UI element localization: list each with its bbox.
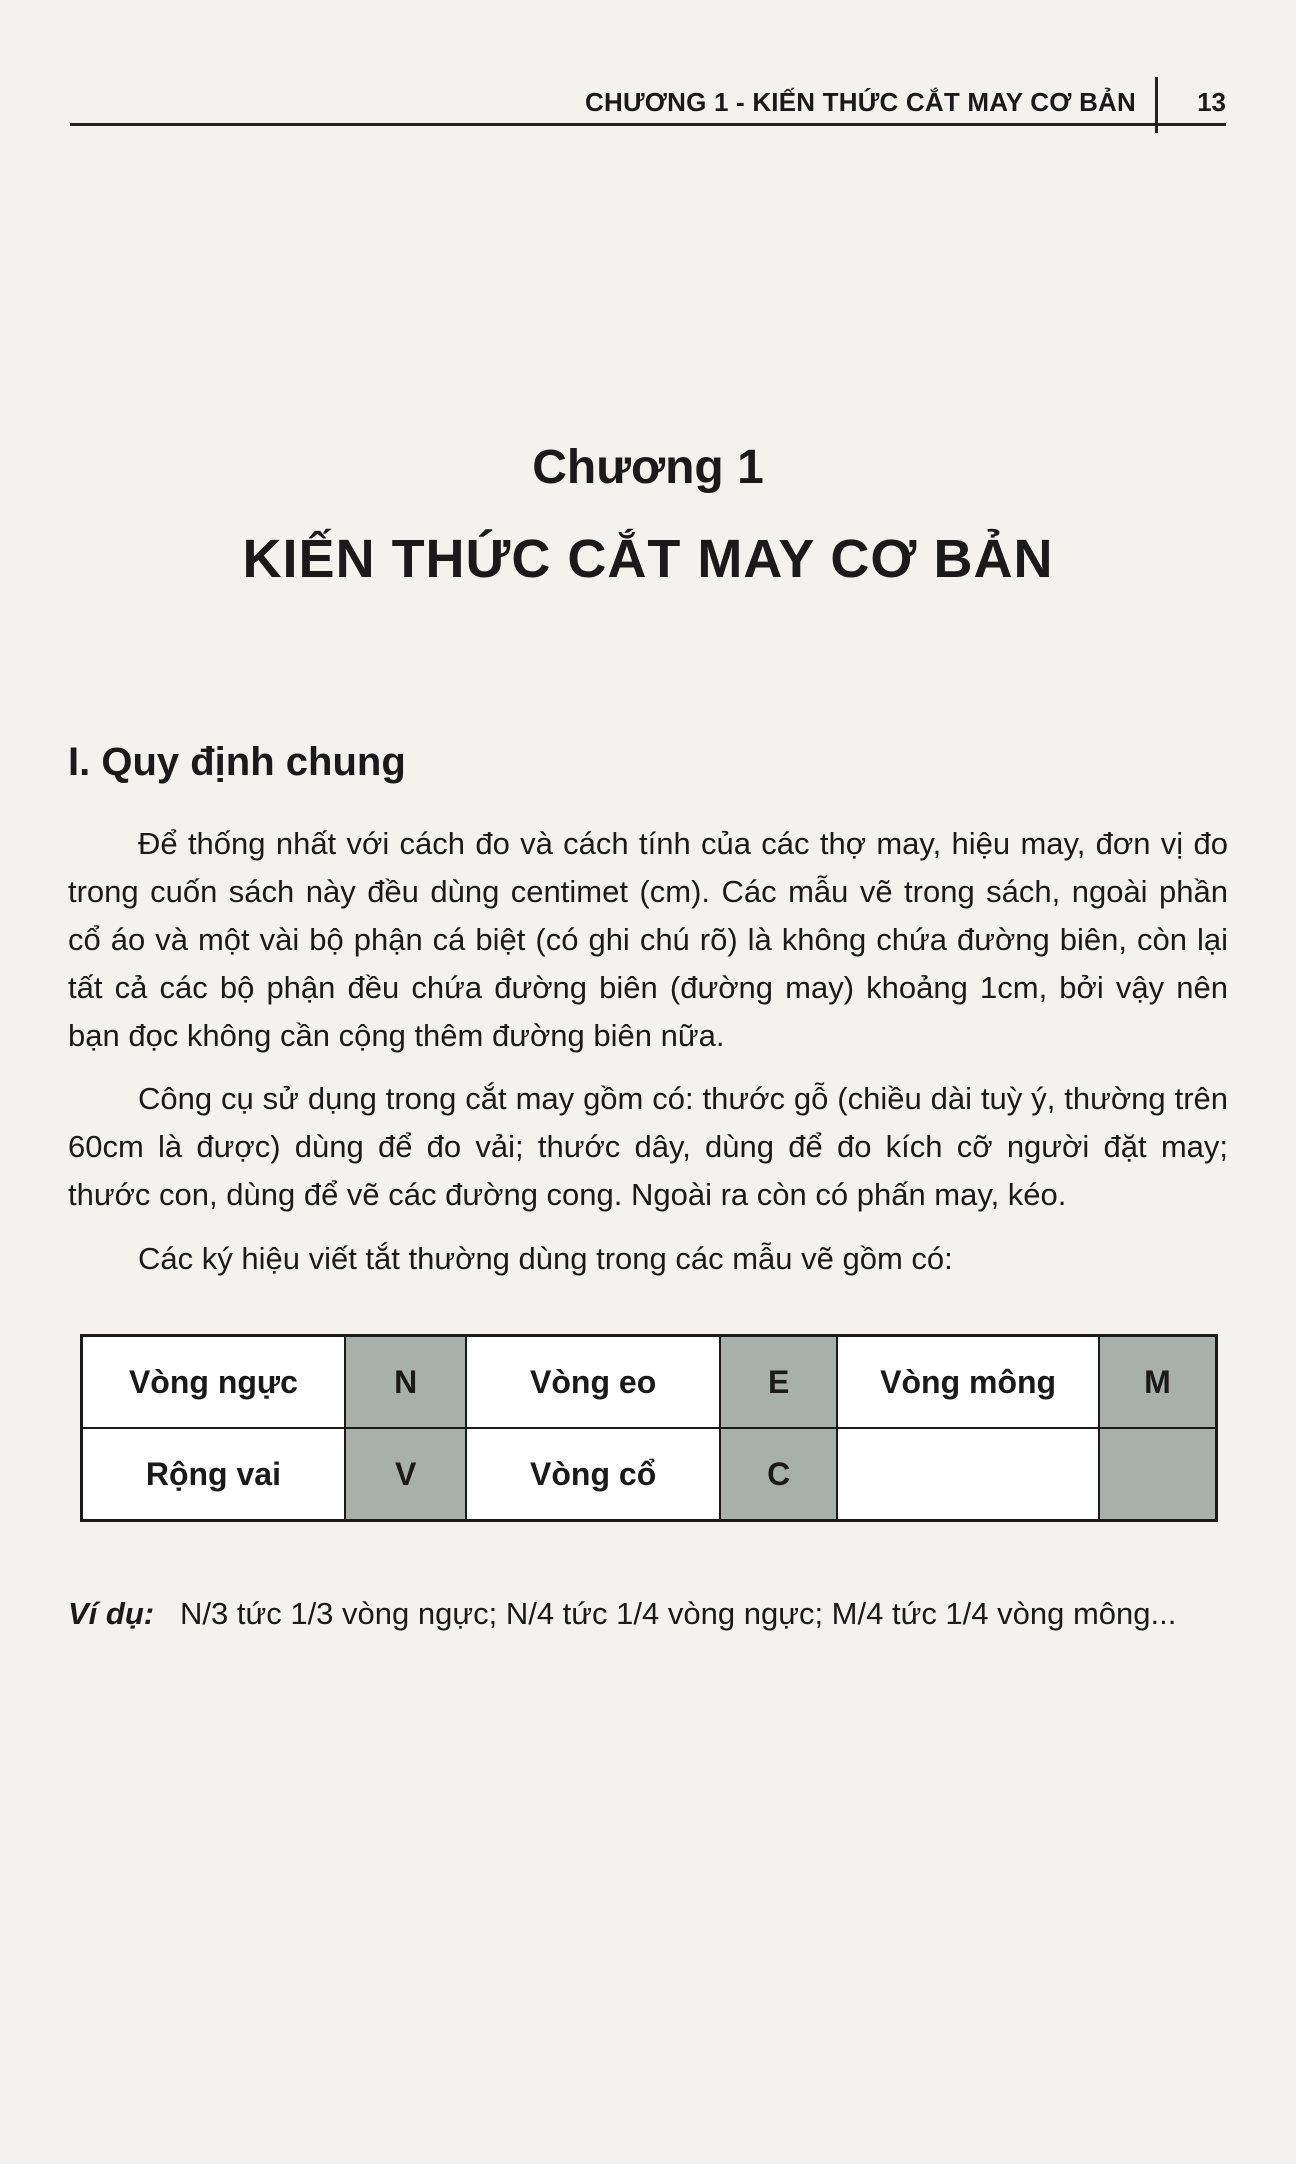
table-cell-code [1099, 1428, 1217, 1521]
paragraph-abbreviations-intro: Các ký hiệu viết tắt thường dùng trong các mẫu vẽ gồm có: [138, 1241, 953, 1276]
example-text: N/3 tức 1/3 vòng ngực; N/4 tức 1/4 vòng ngực; M/4 tức 1/4 vòng mông... [180, 1596, 1177, 1631]
section-heading: I. Quy định chung [68, 740, 406, 784]
table-cell-code: M [1099, 1336, 1217, 1429]
table-row [82, 1428, 1217, 1521]
table-cell-label: Rộng vai [82, 1428, 345, 1521]
table-cell-code: V [345, 1428, 467, 1521]
example-label: Ví dụ: [68, 1596, 155, 1631]
header-chapter-title: CHƯƠNG 1 - KIẾN THỨC CẮT MAY CƠ BẢN [585, 87, 1136, 117]
running-header [70, 85, 1226, 125]
table-cell-label: Vòng mông [837, 1336, 1098, 1429]
table-cell-code: N [345, 1336, 467, 1429]
abbreviation-table [80, 1334, 1218, 1522]
table-cell-code: E [720, 1336, 838, 1429]
chapter-title: KIẾN THỨC CẮT MAY CƠ BẢN [242, 529, 1054, 589]
table-cell-label: Vòng cổ [466, 1428, 719, 1521]
header-rule [70, 123, 1226, 126]
table-cell-label: Vòng eo [466, 1336, 719, 1429]
table-cell-label: Vòng ngực [82, 1336, 345, 1429]
table-cell-code: C [720, 1428, 838, 1521]
table-row [82, 1336, 1217, 1429]
paragraph-units: Để thống nhất với cách đo và cách tính của các thợ may, hiệu may, đơn vị đo trong cuốn sách này đều dùng centimet (cm). Các mẫu vẽ trong sách, ngoài phần cổ áo và một vài bộ phận cá biệt (có ghi chú rõ) là không chứa đường biên, còn lại tất cả các bộ phận đều chứa đường biên (đường may) khoảng 1cm, bởi vậy nên bạn đọc không cần cộng thêm đường biên nữa. [68, 826, 1228, 1053]
table-cell-label [837, 1428, 1098, 1521]
chapter-label: Chương 1 [532, 441, 764, 494]
page-number: 13 [1197, 87, 1226, 117]
paragraph-tools: Công cụ sử dụng trong cắt may gồm có: thước gỗ (chiều dài tuỳ ý, thường trên 60cm là được) dùng để đo vải; thước dây, dùng để đo kích cỡ người đặt may; thước con, dùng để vẽ các đường cong. Ngoài ra còn có phấn may, kéo. [68, 1081, 1228, 1212]
